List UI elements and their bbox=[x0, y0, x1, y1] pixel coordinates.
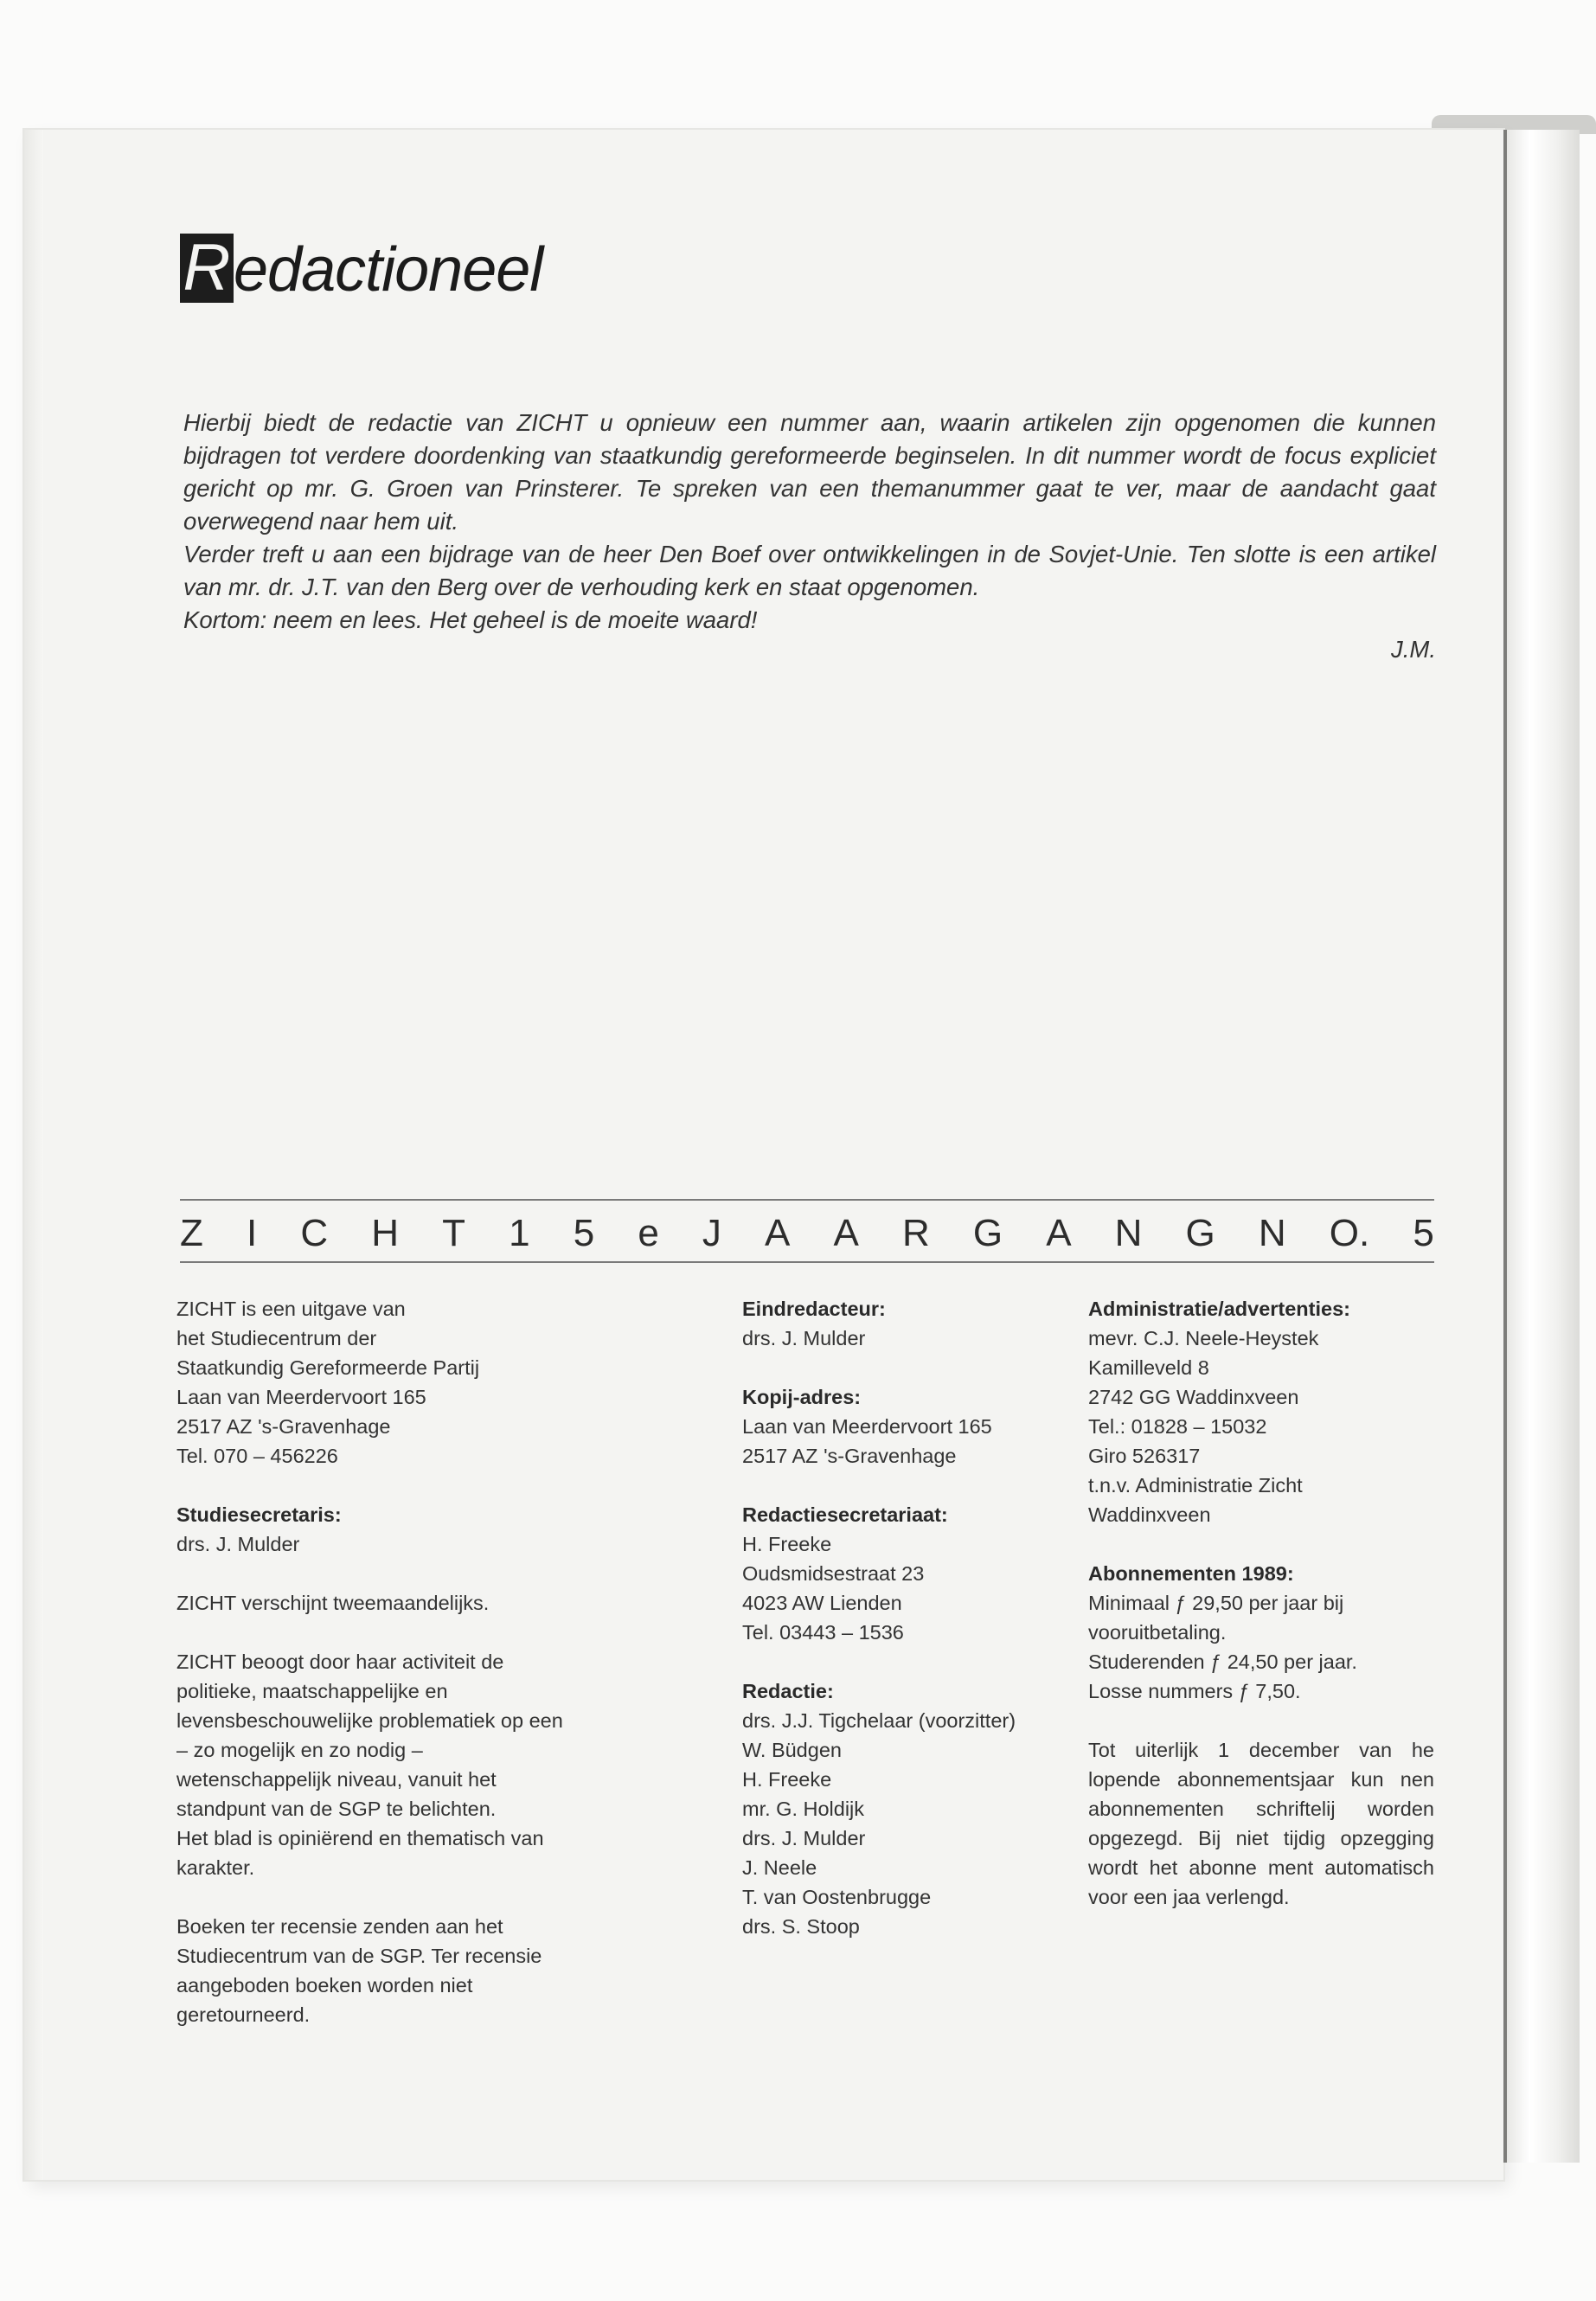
intro-line-3: Kortom: neem en lees. Het geheel is de moeite waard! bbox=[183, 606, 758, 633]
banner-letter: A bbox=[765, 1212, 791, 1254]
redactie-member: W. Büdgen bbox=[742, 1739, 842, 1761]
page-edge bbox=[24, 130, 43, 2180]
binder-spine bbox=[1503, 130, 1580, 2163]
colophon-column-publisher bbox=[176, 1294, 661, 2029]
banner-letter: H bbox=[371, 1212, 400, 1254]
administratie-line: t.n.v. Administratie Zicht bbox=[1088, 1474, 1303, 1497]
secretaris-heading: Studiesecretaris: bbox=[176, 1503, 342, 1526]
administratie-line: Waddinxveen bbox=[1088, 1503, 1211, 1526]
banner-letter: G bbox=[1185, 1212, 1215, 1254]
redactie-member: drs. J.J. Tigchelaar (voorzitter) bbox=[742, 1709, 1016, 1732]
eindredacteur-heading: Eindredacteur: bbox=[742, 1298, 886, 1320]
aim-line: politieke, maatschappelijke en bbox=[176, 1680, 448, 1702]
banner-letter: I bbox=[247, 1212, 258, 1254]
redactie-member: T. van Oostenbrugge bbox=[742, 1886, 932, 1908]
title-initial: R bbox=[180, 234, 234, 303]
banner-letter: A bbox=[1046, 1212, 1072, 1254]
secretaris-name: drs. J. Mulder bbox=[176, 1533, 300, 1555]
redactie-member: drs. S. Stoop bbox=[742, 1915, 860, 1938]
binder-edge-line bbox=[1503, 130, 1507, 2163]
colophon-line: het Studiecentrum der bbox=[176, 1327, 377, 1349]
banner-letter: e bbox=[638, 1212, 659, 1254]
secretariaat-line: Tel. 03443 – 1536 bbox=[742, 1621, 904, 1644]
colophon-line: Staatkundig Gereformeerde Partij bbox=[176, 1356, 480, 1379]
abonnementen-heading: Abonnementen 1989: bbox=[1088, 1562, 1294, 1585]
aim-line: wetenschappelijk niveau, vanuit het bbox=[176, 1768, 497, 1791]
administratie-line: Tel.: 01828 – 15032 bbox=[1088, 1415, 1267, 1438]
intro-line-2: Verder treft u aan een bijdrage van de heer Den Boef over ontwikkelingen in de Sovjet-Unie. Ten slotte is een artikel van mr. dr. J.T. van den Berg over de verhouding kerk en staat opgenomen. bbox=[183, 541, 1436, 600]
aim-line: Het blad is opiniërend en thematisch van bbox=[176, 1827, 544, 1849]
colophon-column-administration bbox=[1088, 1294, 1434, 1912]
administratie-line: Kamilleveld 8 bbox=[1088, 1356, 1209, 1379]
aim-line: levensbeschouwelijke problematiek op een bbox=[176, 1709, 563, 1732]
colophon-line: Tel. 070 – 456226 bbox=[176, 1445, 338, 1467]
banner-rule-bottom bbox=[180, 1261, 1434, 1263]
colophon-line: Laan van Meerdervoort 165 bbox=[176, 1386, 426, 1408]
administratie-line: mevr. C.J. Neele-Heystek bbox=[1088, 1327, 1319, 1349]
banner-letter: O. bbox=[1329, 1212, 1370, 1254]
banner-letter: Z bbox=[180, 1212, 203, 1254]
frequency-text: ZICHT verschijnt tweemaandelijks. bbox=[176, 1592, 490, 1614]
secretariaat-line: H. Freeke bbox=[742, 1533, 832, 1555]
abonnementen-line: Minimaal ƒ 29,50 per jaar bij bbox=[1088, 1592, 1344, 1614]
kopij-line: 2517 AZ 's-Gravenhage bbox=[742, 1445, 957, 1467]
kopij-line: Laan van Meerdervoort 165 bbox=[742, 1415, 992, 1438]
administratie-heading: Administratie/advertenties: bbox=[1088, 1298, 1350, 1320]
editorial-intro bbox=[183, 407, 1436, 663]
abonnementen-line: Studerenden ƒ 24,50 per jaar. bbox=[1088, 1650, 1357, 1673]
banner-letter: A bbox=[833, 1212, 859, 1254]
aim-line: karakter. bbox=[176, 1856, 255, 1879]
banner-letter: J bbox=[702, 1212, 721, 1254]
redactie-member: mr. G. Holdijk bbox=[742, 1798, 865, 1820]
books-line: Studiecentrum van de SGP. Ter recensie bbox=[176, 1945, 542, 1967]
secretariaat-line: Oudsmidsestraat 23 bbox=[742, 1562, 925, 1585]
banner-letter: 5 bbox=[573, 1212, 595, 1254]
banner-rule-top bbox=[180, 1199, 1434, 1201]
books-line: aangeboden boeken worden niet bbox=[176, 1974, 473, 1997]
aim-line: ZICHT beoogt door haar activiteit de bbox=[176, 1650, 504, 1673]
redactie-heading: Redactie: bbox=[742, 1680, 834, 1702]
aim-line: – zo mogelijk en zo nodig – bbox=[176, 1739, 423, 1761]
aim-line: standpunt van de SGP te belichten. bbox=[176, 1798, 497, 1820]
banner-letter: N bbox=[1114, 1212, 1143, 1254]
colophon-line: 2517 AZ 's-Gravenhage bbox=[176, 1415, 391, 1438]
banner-letter: G bbox=[972, 1212, 1003, 1254]
secretariaat-line: 4023 AW Lienden bbox=[742, 1592, 902, 1614]
kopij-heading: Kopij-adres: bbox=[742, 1386, 862, 1408]
redactie-member: drs. J. Mulder bbox=[742, 1827, 866, 1849]
editorial-signature: J.M. bbox=[1391, 636, 1436, 663]
banner-letter: R bbox=[901, 1212, 930, 1254]
banner-letter: 1 bbox=[509, 1212, 530, 1254]
banner-letter: N bbox=[1258, 1212, 1286, 1254]
colophon-column-editorial bbox=[742, 1294, 1088, 1941]
abonnementen-line: vooruitbetaling. bbox=[1088, 1621, 1227, 1644]
books-line: geretourneerd. bbox=[176, 2003, 311, 2026]
title-text: edactioneel bbox=[234, 235, 543, 304]
redactie-member: H. Freeke bbox=[742, 1768, 832, 1791]
banner-letter: T bbox=[442, 1212, 466, 1254]
administratie-line: 2742 GG Waddinxveen bbox=[1088, 1386, 1299, 1408]
abonnementen-line: Losse nummers ƒ 7,50. bbox=[1088, 1680, 1301, 1702]
banner-letter: 5 bbox=[1413, 1212, 1434, 1254]
eindredacteur-name: drs. J. Mulder bbox=[742, 1327, 866, 1349]
page-title bbox=[180, 231, 543, 311]
administratie-line: Giro 526317 bbox=[1088, 1445, 1201, 1467]
volume-banner bbox=[180, 1209, 1434, 1258]
secretariaat-heading: Redactiesecretariaat: bbox=[742, 1503, 948, 1526]
banner-letter: C bbox=[300, 1212, 329, 1254]
books-line: Boeken ter recensie zenden aan het bbox=[176, 1915, 503, 1938]
cancellation-text: Tot uiterlijk 1 december van he lopende abonnementsjaar kun nen abonnementen schriftelij worden opgezegd. Bij niet tijdig opzegging wordt het abonne ment automatisch voor een jaa verlengd. bbox=[1088, 1739, 1434, 1908]
colophon-line: ZICHT is een uitgave van bbox=[176, 1298, 406, 1320]
redactie-member: J. Neele bbox=[742, 1856, 817, 1879]
intro-paragraph: Hierbij biedt de redactie van ZICHT u opnieuw een nummer aan, waarin artikelen zijn opgenomen die kunnen bijdragen tot verdere doordenking van staatkundig gereformeerde beginselen. In dit nummer wordt de focus expliciet gericht op mr. G. Groen van Prinsterer. Te spreken van een themanummer gaat te ver, maar de aandacht gaat overwegend naar hem uit. bbox=[183, 409, 1436, 535]
